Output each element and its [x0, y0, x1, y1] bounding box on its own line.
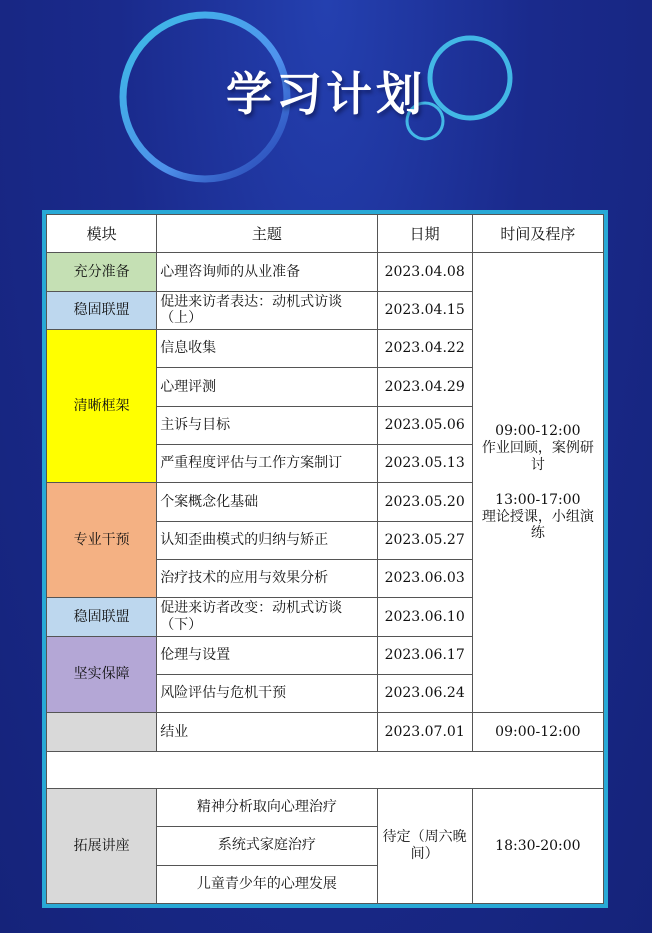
table-row — [47, 788, 604, 826]
schedule-table-frame — [42, 210, 608, 908]
date-cell: 2023.04.08 — [377, 253, 472, 291]
morning-desc: 作业回顾，案例研讨 — [481, 440, 594, 473]
morning-time: 09:00-12:00 — [495, 423, 581, 440]
date-cell: 2023.04.29 — [377, 368, 472, 406]
date-cell: 2023.06.17 — [377, 636, 472, 674]
time-cell: 18:30-20:00 — [472, 788, 603, 903]
topic-cell: 心理咨询师的从业准备 — [157, 253, 377, 291]
topic-cell: 主诉与目标 — [157, 406, 377, 444]
table-header-row — [47, 215, 604, 253]
header-module: 模块 — [47, 215, 157, 253]
topic-cell: 心理评测 — [157, 368, 377, 406]
module-cell: 稳固联盟 — [47, 598, 157, 636]
date-cell: 2023.05.20 — [377, 483, 472, 521]
table-row — [47, 713, 604, 751]
topic-cell: 认知歪曲模式的归纳与矫正 — [157, 521, 377, 559]
schedule-cell — [472, 253, 603, 713]
topic-cell: 促进来访者表达：动机式访谈（上） — [157, 291, 377, 329]
module-cell: 拓展讲座 — [47, 788, 157, 903]
date-cell: 2023.06.24 — [377, 674, 472, 712]
topic-cell: 系统式家庭治疗 — [157, 827, 377, 865]
date-cell: 2023.04.15 — [377, 291, 472, 329]
date-cell: 2023.06.03 — [377, 559, 472, 597]
date-cell: 待定（周六晚间） — [377, 788, 472, 903]
header-banner — [0, 0, 652, 205]
date-cell: 2023.04.22 — [377, 329, 472, 367]
module-cell: 坚实保障 — [47, 636, 157, 713]
date-cell: 2023.05.06 — [377, 406, 472, 444]
schedule-table — [46, 214, 604, 904]
topic-cell: 精神分析取向心理治疗 — [157, 788, 377, 826]
table-row — [47, 253, 604, 291]
date-cell: 2023.05.27 — [377, 521, 472, 559]
spacer-cell — [47, 751, 604, 788]
topic-cell: 治疗技术的应用与效果分析 — [157, 559, 377, 597]
module-cell: 清晰框架 — [47, 329, 157, 482]
topic-cell: 儿童青少年的心理发展 — [157, 865, 377, 903]
module-cell: 充分准备 — [47, 253, 157, 291]
afternoon-desc: 理论授课，小组演练 — [481, 508, 594, 542]
topic-cell: 严重程度评估与工作方案制订 — [157, 444, 377, 482]
date-cell: 2023.07.01 — [377, 713, 472, 751]
module-cell — [47, 713, 157, 751]
page-title: 学习计划 — [226, 67, 426, 121]
date-cell: 2023.06.10 — [377, 598, 472, 636]
module-cell: 专业干预 — [47, 483, 157, 598]
time-cell: 09:00-12:00 — [472, 713, 603, 751]
header-date: 日期 — [377, 215, 472, 253]
date-cell: 2023.05.13 — [377, 444, 472, 482]
header-topic: 主题 — [157, 215, 377, 253]
module-cell: 稳固联盟 — [47, 291, 157, 329]
topic-cell: 促进来访者改变：动机式访谈（下） — [157, 598, 377, 636]
topic-cell: 个案概念化基础 — [157, 483, 377, 521]
header-time: 时间及程序 — [472, 215, 603, 253]
topic-cell: 结业 — [157, 713, 377, 751]
topic-cell: 伦理与设置 — [157, 636, 377, 674]
topic-cell: 信息收集 — [157, 329, 377, 367]
afternoon-time: 13:00-17:00 — [495, 491, 581, 508]
topic-cell: 风险评估与危机干预 — [157, 674, 377, 712]
spacer-row — [47, 751, 604, 788]
